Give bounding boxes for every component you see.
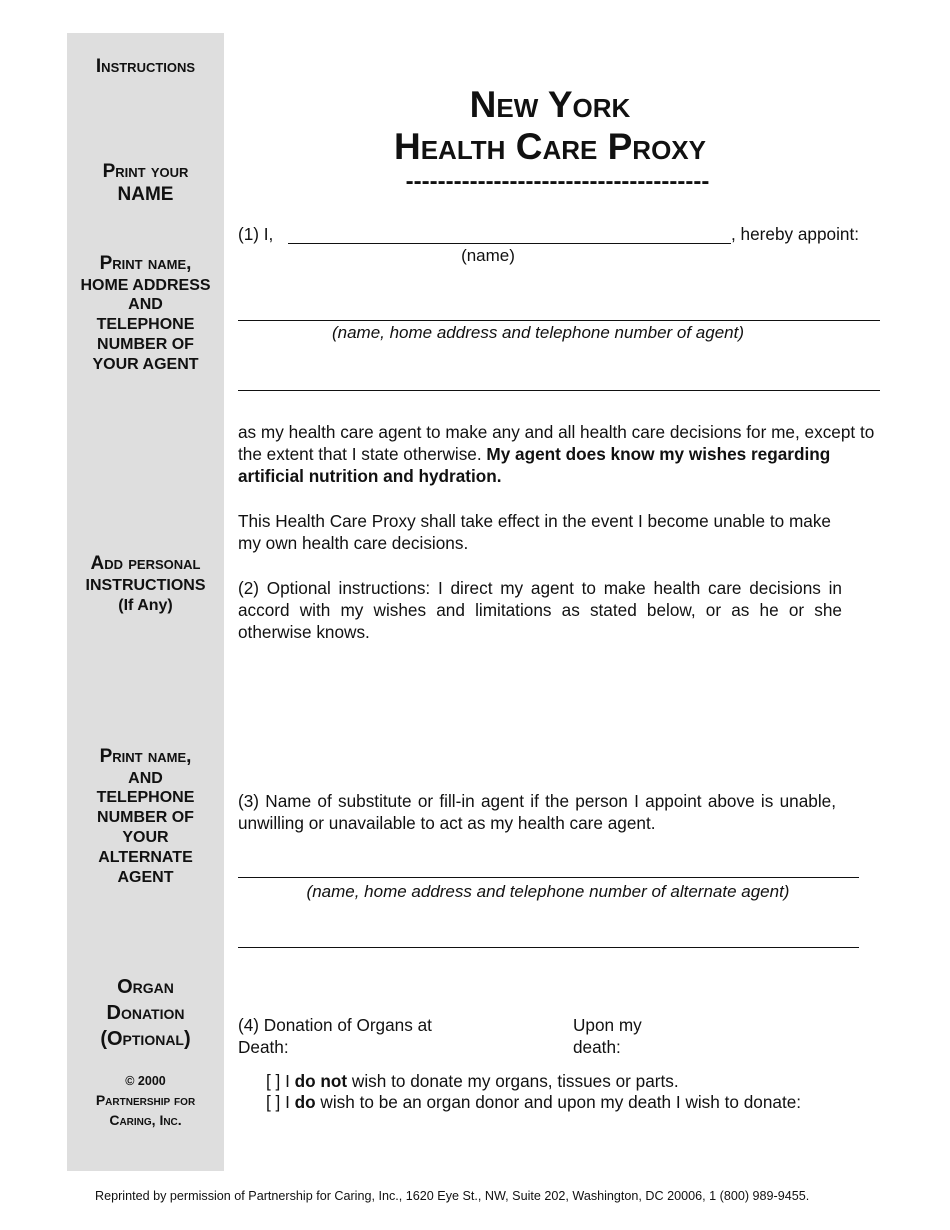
sidebar-label-line: Print name, bbox=[99, 746, 192, 767]
sidebar-instructions: Instructions bbox=[95, 56, 196, 77]
donation-option-yes[interactable] bbox=[266, 1092, 806, 1114]
sidebar-label-line: Add personal bbox=[90, 553, 201, 574]
agent-paragraph-text: as my health care agent to make any and all health care decisions for me, except to the extent that I state otherwise. bbox=[238, 422, 875, 464]
optional-instructions-paragraph: (2) Optional instructions: I direct my agent to make health care decisions in accord with my wishes and limitations as stated below, or as he or she otherwise knows. bbox=[238, 578, 842, 642]
sidebar-label-line: Organ bbox=[117, 976, 174, 998]
sidebar-label-line: HOME ADDRESS bbox=[80, 276, 211, 294]
sidebar-label-line: TELEPHONE bbox=[96, 789, 195, 807]
sidebar-print-alternate bbox=[67, 745, 224, 888]
checkbox-yes[interactable]: [ ] I bbox=[266, 1092, 295, 1112]
alternate-agent-field-line1[interactable] bbox=[238, 877, 859, 878]
sidebar-label-line: Donation bbox=[106, 1002, 185, 1024]
sidebar-organ-donation bbox=[67, 974, 224, 1052]
section1-prefix: (1) I, bbox=[238, 224, 274, 244]
sidebar-label-line: ALTERNATE bbox=[98, 848, 193, 866]
name-caption: (name) bbox=[461, 246, 515, 265]
sidebar-label-line: (Optional) bbox=[100, 1028, 191, 1050]
sidebar-label-line: Print your bbox=[102, 161, 189, 182]
sidebar-add-personal bbox=[67, 552, 224, 617]
agent-paragraph-bold: My agent does know my wishes regarding artificial nutrition and hydration. bbox=[238, 443, 831, 486]
sidebar-label-line: TELEPHONE bbox=[96, 316, 195, 334]
option-yes-bold: do bbox=[294, 1092, 316, 1112]
sidebar-label-line: Caring, Inc. bbox=[109, 1111, 182, 1128]
title-line: New York bbox=[469, 84, 631, 125]
option-no-bold: do not bbox=[294, 1071, 348, 1091]
sidebar-print-agent bbox=[67, 252, 224, 375]
sidebar-label-line: Partnership for bbox=[95, 1091, 196, 1108]
organ-donation-heading: (4) Donation of Organs at Death: bbox=[238, 1015, 432, 1057]
option-yes-text: wish to be an organ donor and upon my death I wish to donate: bbox=[315, 1092, 802, 1112]
principal-name-field[interactable] bbox=[288, 243, 731, 244]
sidebar-label-line: YOUR bbox=[122, 829, 169, 847]
title-divider: -------------------------------------- bbox=[405, 168, 710, 195]
sidebar-label-line: AGENT bbox=[117, 868, 174, 886]
upon-death-label: Upon my death: bbox=[573, 1015, 642, 1057]
agent-paragraph bbox=[238, 422, 878, 488]
donation-option-no[interactable] bbox=[266, 1071, 806, 1093]
footer-reprint-notice: Reprinted by permission of Partnership for Caring, Inc., 1620 Eye St., NW, Suite 202, Washington, DC 20006, 1 (800) 989-9455. bbox=[95, 1189, 810, 1203]
alternate-agent-field-line2[interactable] bbox=[238, 947, 859, 948]
page-title bbox=[300, 84, 800, 168]
sidebar-label-line: (If Any) bbox=[118, 597, 173, 615]
sidebar-label-line: AND bbox=[128, 296, 163, 314]
checkbox-no[interactable]: [ ] I bbox=[266, 1071, 295, 1091]
sidebar-label-line: YOUR AGENT bbox=[92, 355, 199, 373]
sidebar-label-line: AND bbox=[128, 769, 163, 787]
agent-field-line2[interactable] bbox=[238, 390, 880, 391]
section1-suffix: , hereby appoint: bbox=[731, 224, 860, 244]
substitute-agent-paragraph: (3) Name of substitute or fill-in agent if the person I appoint above is unable, unwilling or unavailable to act as my health care agent. bbox=[238, 791, 836, 833]
alternate-agent-caption: (name, home address and telephone number of alternate agent) bbox=[306, 882, 790, 901]
sidebar-label-line: INSTRUCTIONS bbox=[85, 577, 206, 595]
title-line: Health Care Proxy bbox=[394, 125, 706, 167]
sidebar-label-line: NUMBER OF bbox=[97, 336, 194, 354]
sidebar-label-line: © 2000 bbox=[125, 1074, 166, 1088]
agent-field-line1[interactable] bbox=[238, 320, 880, 321]
sidebar-label-line: NAME bbox=[117, 184, 174, 206]
effect-paragraph: This Health Care Proxy shall take effect in the event I become unable to make my own health care decisions. bbox=[238, 511, 831, 553]
agent-caption: (name, home address and telephone number of agent) bbox=[331, 323, 745, 342]
sidebar-print-your-name bbox=[67, 160, 224, 206]
sidebar-copyright bbox=[67, 1073, 224, 1131]
sidebar-label-line: Print name, bbox=[99, 253, 192, 274]
sidebar-label-line: NUMBER OF bbox=[97, 809, 194, 827]
option-no-text: wish to donate my organs, tissues or parts. bbox=[347, 1071, 679, 1091]
